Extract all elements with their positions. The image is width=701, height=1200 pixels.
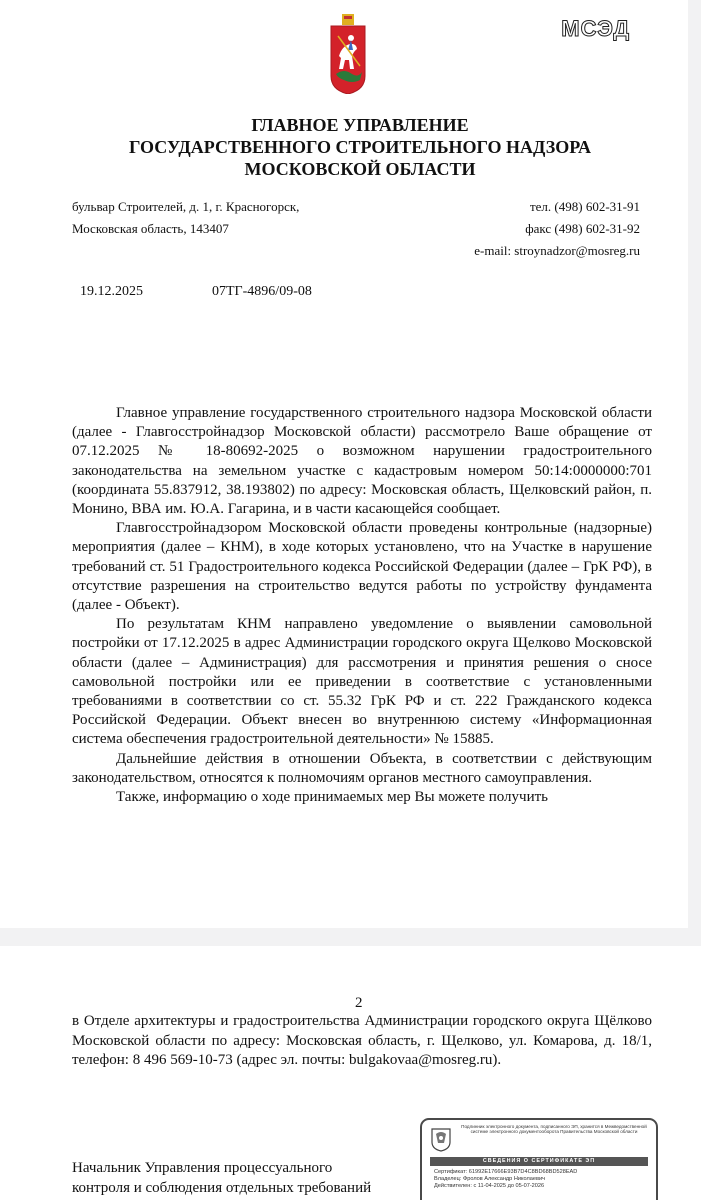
address-line-1: бульвар Строителей, д. 1, г. Красногорск, bbox=[72, 199, 300, 214]
government-emblem-icon bbox=[430, 1126, 452, 1152]
stamp-band: СВЕДЕНИЯ О СЕРТИФИКАТЕ ЭП bbox=[430, 1157, 648, 1166]
continuation-paragraph: в Отделе архитектуры и градостроительства Администрации городского округа Щёлково Московской области по адресу: Московская область, г. Щелково, ул. Комарова, д. 18/1, телефон: 8 496 569-10-73 (адрес эл. почты: bulgakovaa@mosreg.ru). bbox=[72, 1013, 652, 1068]
email-link[interactable]: e-mail: stroynadzor@mosreg.ru bbox=[474, 243, 640, 258]
fax-text: факс (498) 602-31-92 bbox=[525, 221, 640, 236]
paragraph-5: Также, информацию о ходе принимаемых мер Вы можете получить bbox=[116, 789, 549, 806]
page-number: 2 bbox=[355, 995, 363, 1011]
letter-date: 19.12.2025 bbox=[80, 284, 143, 299]
signer-line-1: Начальник Управления процессуального bbox=[72, 1160, 333, 1176]
page-2-body bbox=[72, 1012, 652, 1071]
paragraph-1: Главное управление государственного строительного надзора Московской области (далее - Главгосстройнадзор Московской области) рассмотрело Ваше обращение от 07.12.2025 № 18-80692-2025 о возможном нарушении градостроительного законодательства на земельном участке с кадастровым номером 50:14:0000000:701 (координата 55.837912, 38.193802) по адресу: Московская область, Щелковский район, п. Монино, ВВА им. Ю.А. Гагарина, и в части касающейся сообщает. bbox=[72, 405, 652, 518]
paragraph-3: По результатам КНМ направлено уведомление о выявлении самовольной постройки от 17.12.2025 в адрес Администрации городского округа Щелково Московской области (далее – Администрация) для рассмотрения и принятия решения о сносе самовольной постройки или ее приведении в соответствие с установленными требованиями в соответствии со ст. 55.32 ГрК РФ и ст. 222 Гражданского кодекса Российской Федерации. Объект внесен во внутреннюю систему «Информационная система обеспечения градостроительной деятельности» № 15885. bbox=[72, 616, 652, 748]
certificate-owner: Владелец: Фролов Александр Николаевич bbox=[434, 1176, 545, 1182]
postal-address bbox=[72, 196, 299, 240]
msed-badge: МСЭД bbox=[561, 16, 630, 41]
org-title-line-1: ГЛАВНОЕ УПРАВЛЕНИЕ bbox=[251, 115, 469, 135]
org-title-line-3: МОСКОВСКОЙ ОБЛАСТИ bbox=[244, 159, 476, 179]
letter-number: 07ТГ-4896/09-08 bbox=[212, 284, 312, 299]
paragraph-4: Дальнейшие действия в отношении Объекта, в соответствии с действующим законодательством, относятся к полномочиям органов местного самоуправления. bbox=[72, 750, 652, 786]
certificate-validity: Действителен: с 11-04-2025 до 05-07-2026 bbox=[434, 1183, 545, 1189]
contact-block bbox=[474, 196, 640, 262]
paragraph-2: Главгосстройнадзором Московской области проведены контрольные (надзорные) мероприятия (далее – КНМ), в ходе которых установлено, что на Участке в нарушение требований ст. 51 Градостроительного кодекса Российской Федерации (далее – ГрК РФ), в отсутствие разрешения на строительство ведутся работы по устройству фундамента (далее - Объект). bbox=[72, 520, 652, 614]
certificate-details bbox=[434, 1169, 577, 1190]
e-signature-stamp bbox=[420, 1118, 658, 1200]
stamp-note: Подлинник электронного документа, подписанного ЭП, хранится в Межведомственной системе электронного документооборота Правительства Московской области bbox=[461, 1124, 647, 1135]
address-line-2: Московская область, 143407 bbox=[72, 221, 229, 236]
moscow-oblast-coat-of-arms-icon bbox=[330, 14, 366, 94]
phone-text: тел. (498) 602-31-91 bbox=[529, 199, 640, 214]
letter-body bbox=[72, 404, 652, 807]
document-page-2 bbox=[0, 946, 701, 1200]
org-title-line-2: ГОСУДАРСТВЕННОГО СТРОИТЕЛЬНОГО НАДЗОРА bbox=[128, 137, 591, 157]
signer-line-2: контроля и соблюдения отдельных требований bbox=[72, 1180, 372, 1196]
certificate-id: Сертификат: 61992E17666E93B7D4C8BD68BD528EAD bbox=[434, 1169, 578, 1175]
signer-block bbox=[72, 1158, 412, 1198]
